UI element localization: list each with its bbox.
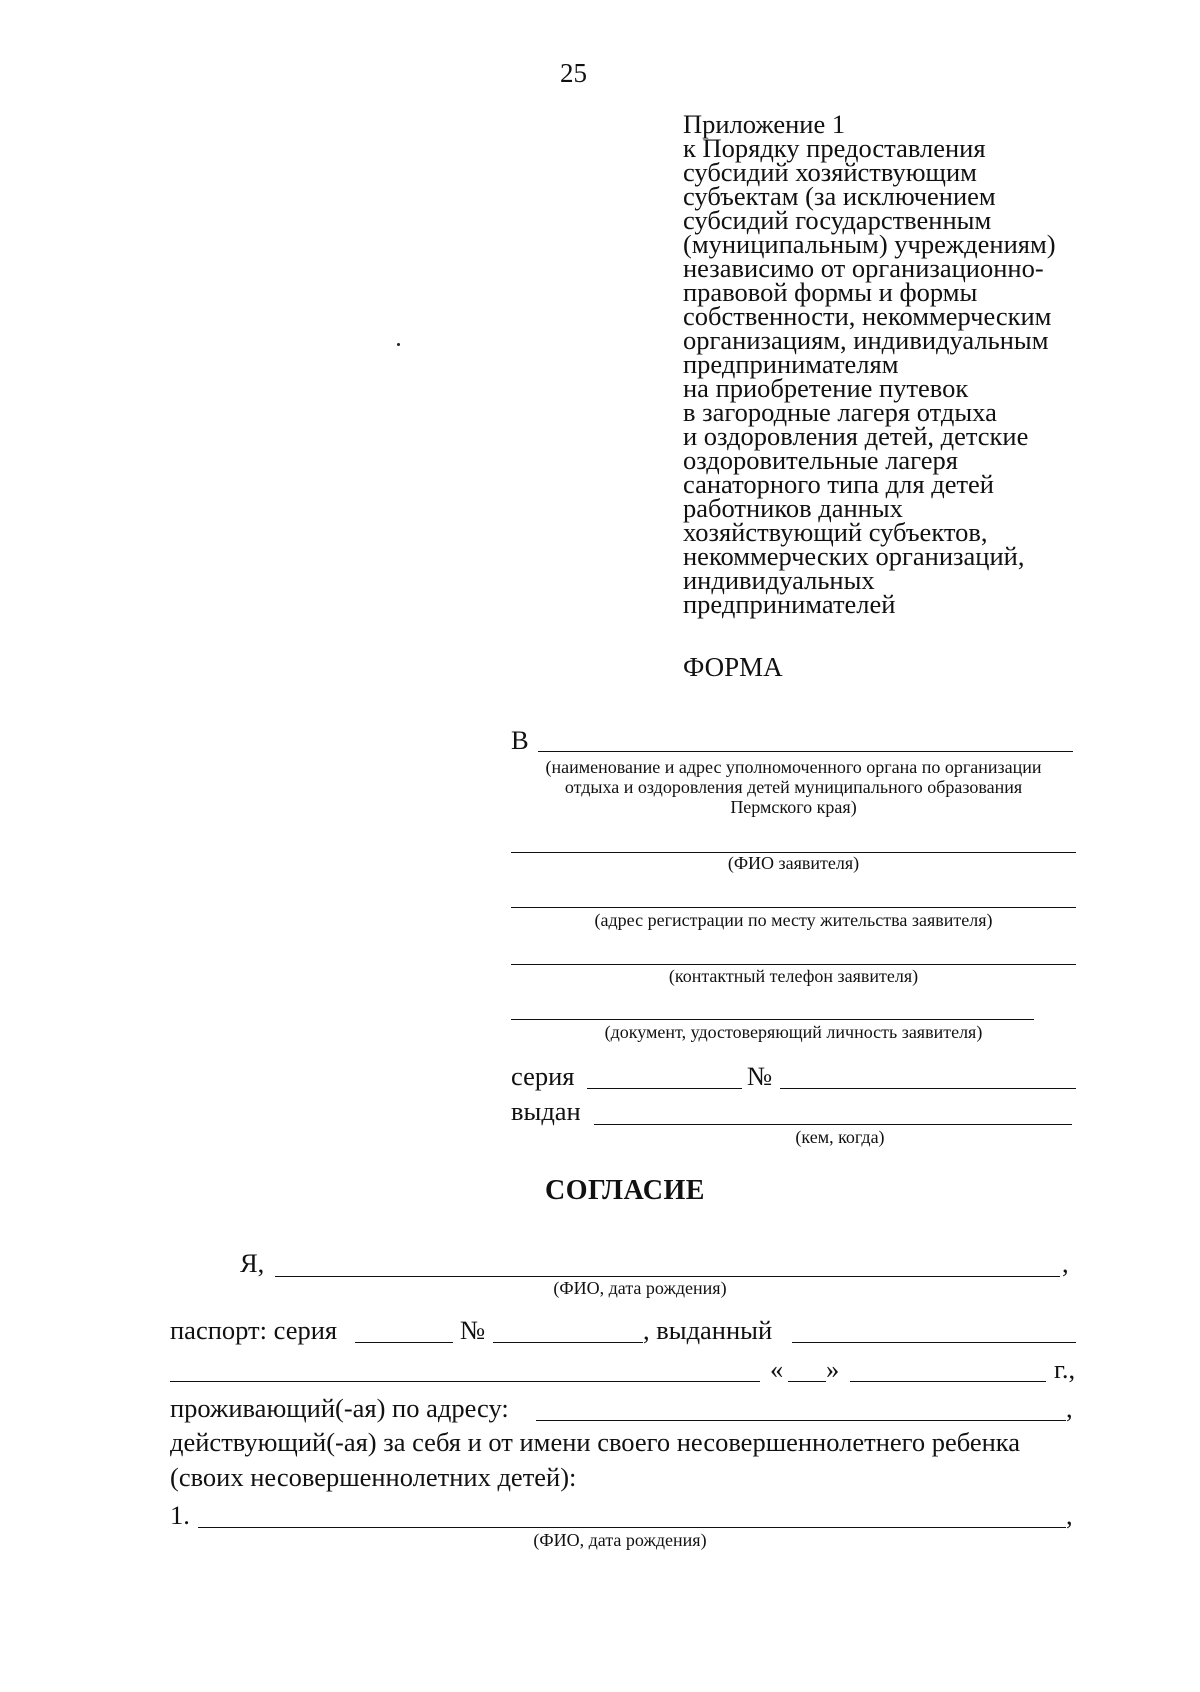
appendix-line: (муниципальным) учреждениям)	[683, 229, 1056, 259]
comma: ,	[1066, 1393, 1073, 1423]
appendix-line: субъектам (за исключением	[683, 181, 996, 211]
passport-number-field[interactable]	[493, 1342, 643, 1343]
appendix-line: санаторного типа для детей	[683, 469, 994, 499]
caption-line: (наименование и адрес уполномоченного органа по организации	[545, 757, 1042, 777]
series-label: серия	[511, 1061, 575, 1091]
residence-address-field[interactable]	[536, 1420, 1066, 1421]
page-number: 25	[560, 58, 587, 88]
acting-text-line2: (своих несовершеннолетних детей):	[170, 1462, 577, 1492]
i-label: Я,	[240, 1248, 265, 1278]
applicant-address-field[interactable]	[511, 907, 1076, 908]
caption-line: Пермского края)	[730, 797, 857, 817]
issued-caption: (кем, когда)	[795, 1127, 885, 1147]
appendix-line: субсидий государственным	[683, 205, 992, 235]
acting-text-line1: действующий(-ая) за себя и от имени своего несовершеннолетнего ребенка	[170, 1427, 1021, 1457]
passport-label: паспорт: серия	[170, 1315, 338, 1345]
appendix-line: индивидуальных	[683, 565, 875, 595]
passport-issued-field[interactable]	[792, 1342, 1076, 1343]
addressee-caption	[511, 757, 1076, 817]
appendix-line: собственности, некоммерческим	[683, 301, 1052, 331]
comma: ,	[1062, 1248, 1069, 1278]
appendix-line: организациям, индивидуальным	[683, 325, 1049, 355]
applicant-phone-field[interactable]	[511, 964, 1076, 965]
child-fio-field[interactable]	[198, 1527, 1066, 1528]
number-label: №	[747, 1061, 773, 1091]
appendix-line: хозяйствующий субъектов,	[683, 517, 988, 547]
addressee-field[interactable]	[538, 751, 1073, 752]
applicant-address-caption: (адрес регистрации по месту жительства заявителя)	[594, 910, 993, 930]
appendix-line: некоммерческих организаций,	[683, 541, 1025, 571]
quote-open: «	[770, 1354, 784, 1384]
appendix-line: и оздоровления детей, детские	[683, 421, 1029, 451]
appendix-block	[683, 109, 1103, 619]
consenter-fio-caption: (ФИО, дата рождения)	[553, 1278, 727, 1298]
document-issued-field[interactable]	[594, 1124, 1072, 1125]
applicant-document-caption: (документ, удостоверяющий личность заявителя)	[604, 1022, 983, 1042]
caption-line: отдыха и оздоровления детей муниципального образования	[564, 777, 1023, 797]
passport-issued-label: , выданный	[643, 1315, 773, 1345]
comma: ,	[1066, 1500, 1073, 1530]
document-title: СОГЛАСИЕ	[545, 1175, 705, 1206]
to-prefix: В	[511, 725, 529, 755]
document-series-field[interactable]	[587, 1088, 742, 1089]
applicant-fio-caption: (ФИО заявителя)	[727, 853, 860, 873]
appendix-line: Приложение 1	[683, 109, 846, 139]
applicant-phone-caption: (контактный телефон заявителя)	[668, 966, 919, 986]
appendix-line: работников данных	[683, 493, 903, 523]
issue-month-year-field[interactable]	[850, 1381, 1046, 1382]
appendix-line: независимо от организационно-	[683, 253, 1044, 283]
quote-close: »	[826, 1354, 840, 1384]
appendix-line: правовой формы и формы	[683, 277, 978, 307]
passport-number-label: №	[460, 1315, 486, 1345]
appendix-line: на приобретение путевок	[683, 373, 969, 403]
appendix-line: субсидий хозяйствующим	[683, 157, 977, 187]
child-index: 1.	[170, 1500, 190, 1530]
appendix-line: предпринимателей	[683, 589, 896, 619]
appendix-line: к Порядку предоставления	[683, 133, 986, 163]
scan-speck	[397, 343, 400, 346]
year-suffix: г.,	[1054, 1354, 1076, 1384]
passport-issuer-field[interactable]	[170, 1381, 760, 1382]
child-fio-caption: (ФИО, дата рождения)	[533, 1530, 707, 1550]
consenter-fio-field[interactable]	[275, 1276, 1060, 1277]
passport-series-field[interactable]	[355, 1342, 453, 1343]
applicant-document-field[interactable]	[511, 1019, 1034, 1020]
form-label: ФОРМА	[683, 652, 783, 682]
appendix-line: оздоровительные лагеря	[683, 445, 958, 475]
residing-label: проживающий(-ая) по адресу:	[170, 1393, 509, 1423]
appendix-line: предпринимателям	[683, 349, 899, 379]
document-number-field[interactable]	[780, 1088, 1076, 1089]
appendix-line: в загородные лагеря отдыха	[683, 397, 997, 427]
issue-day-field[interactable]	[788, 1381, 826, 1382]
issued-label: выдан	[511, 1096, 581, 1126]
